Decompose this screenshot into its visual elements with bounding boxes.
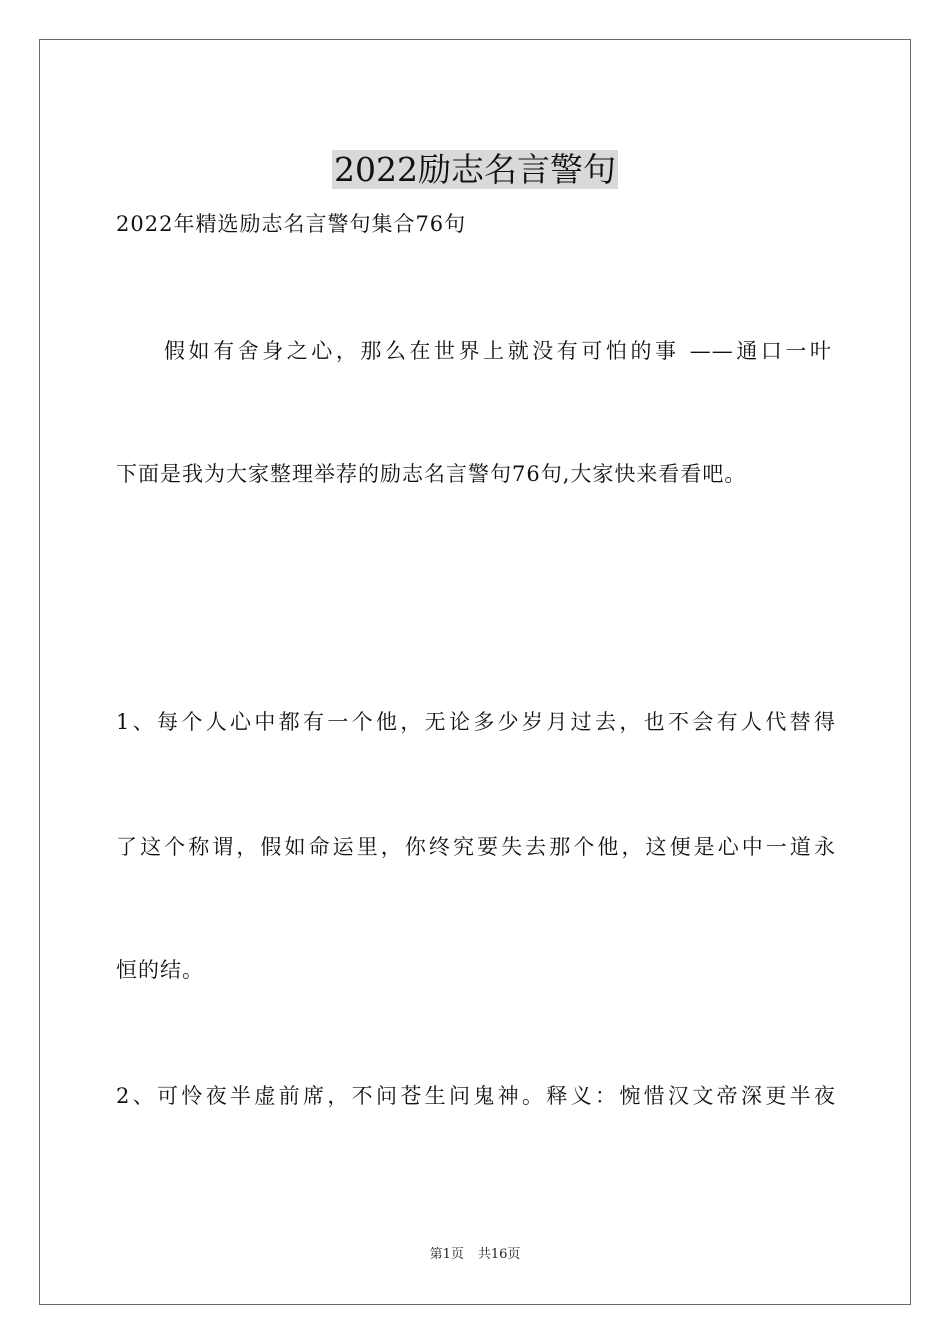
item-2-line-1: 2、可怜夜半虚前席，不问苍生问鬼神。释义：惋惜汉文帝深更半夜 [116, 1084, 836, 1108]
page-footer [0, 1246, 950, 1264]
item-1-line-2: 了这个称谓，假如命运里，你终究要失去那个他，这便是心中一道永 [116, 835, 836, 859]
item-1-line-1: 1、每个人心中都有一个他，无论多少岁月过去，也不会有人代替得 [116, 710, 836, 734]
document-title-text: 2022励志名言警句 [334, 150, 616, 190]
page-total: 共16页 [477, 1247, 521, 1262]
document-subtitle: 2022年精选励志名言警句集合76句 [116, 212, 467, 236]
intro-line: 下面是我为大家整理举荐的励志名言警句76句,大家快来看看吧。 [116, 462, 747, 486]
quote-line: 假如有舍身之心，那么在世界上就没有可怕的事 ——通口一叶 [164, 339, 832, 363]
document-title [0, 148, 950, 192]
page-number: 第1页 [429, 1247, 464, 1262]
item-1-line-3: 恒的结。 [116, 958, 204, 982]
